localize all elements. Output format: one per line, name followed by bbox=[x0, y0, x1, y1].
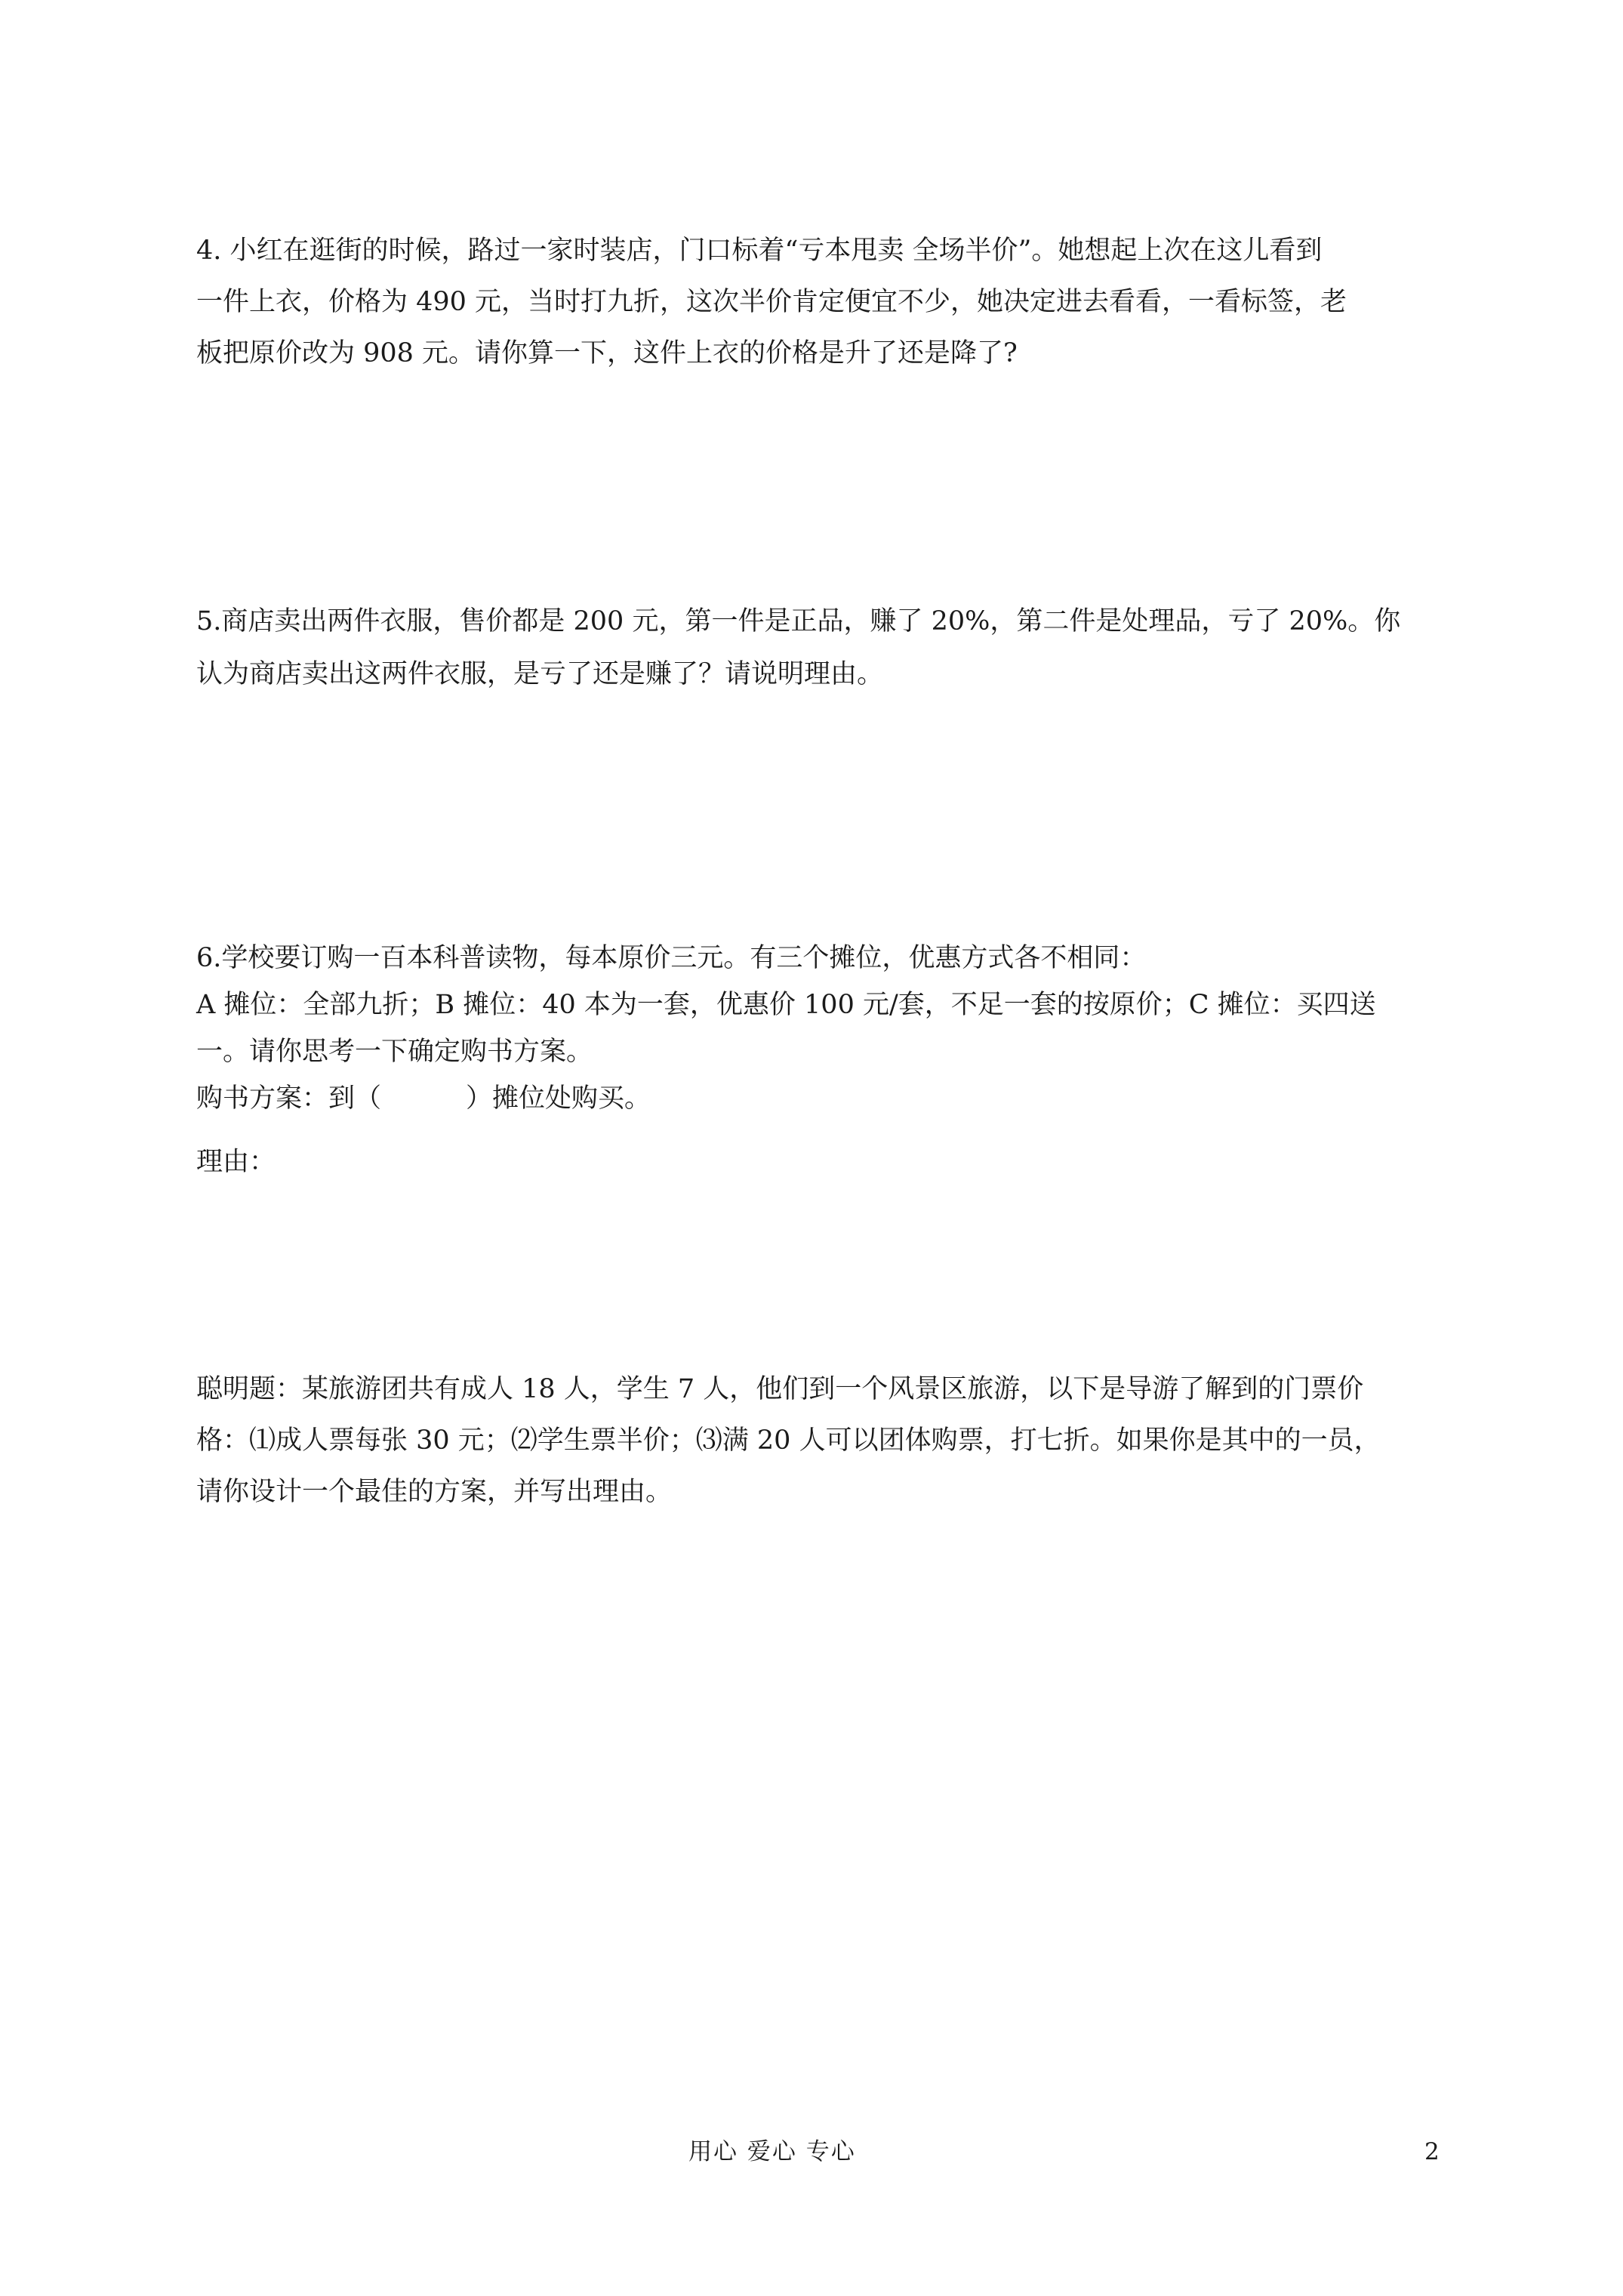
reason-label: 理由： bbox=[196, 1147, 276, 1177]
footer-motto: 用心 爱心 专心 bbox=[688, 2138, 856, 2165]
problem-6 bbox=[196, 935, 1480, 1185]
problem-4-line-2: 一件上衣，价格为 490 元，当时打九折，这次半价肯定便宜不少，她决定进去看看，一看标签，老 bbox=[196, 287, 1347, 317]
bonus-problem-line-2: 格：⑴成人票每张 30 元；⑵学生票半价；⑶满 20 人可以团体购票，打七折。如果你是其中的一员， bbox=[196, 1425, 1381, 1456]
bonus-problem-line-3: 请你设计一个最佳的方案，并写出理由。 bbox=[196, 1477, 673, 1507]
problem-6-line-1: 6.学校要订购一百本科普读物，每本原价三元。有三个摊位，优惠方式各不相同： bbox=[196, 943, 1147, 973]
purchase-plan-prefix: 购书方案：到（ bbox=[196, 1083, 382, 1114]
problem-6-line-3: 一。请你思考一下确定购书方案。 bbox=[196, 1037, 593, 1067]
problem-4-line-1: 4. 小红在逛街的时候，路过一家时装店，门口标着“亏本甩卖 全场半价”。她想起上次在这儿看到 bbox=[196, 236, 1323, 266]
problem-5-line-2: 认为商店卖出这两件衣服，是亏了还是赚了？请说明理由。 bbox=[196, 659, 884, 689]
page-number: 2 bbox=[1424, 2138, 1440, 2165]
problem-6-line-2: A 摊位：全部九折；B 摊位：40 本为一套，优惠价 100 元/套，不足一套的按原价；C 摊位：买四送 bbox=[196, 990, 1376, 1020]
problem-5 bbox=[196, 595, 1480, 701]
bonus-problem bbox=[196, 1364, 1480, 1518]
problem-5-line-1: 5.商店卖出两件衣服，售价都是 200 元，第一件是正品，赚了 20%，第二件是处理品，亏了 20%。你 bbox=[196, 606, 1401, 636]
bonus-problem-line-1: 聪明题：某旅游团共有成人 18 人，学生 7 人，他们到一个风景区旅游，以下是导游了解到的门票价 bbox=[196, 1374, 1364, 1404]
purchase-plan-line bbox=[196, 1075, 1480, 1122]
problem-4-line-3: 板把原价改为 908 元。请你算一下，这件上衣的价格是升了还是降了? bbox=[196, 338, 1018, 368]
problem-4 bbox=[196, 225, 1480, 379]
purchase-plan-suffix: ）摊位处购买。 bbox=[466, 1083, 651, 1114]
